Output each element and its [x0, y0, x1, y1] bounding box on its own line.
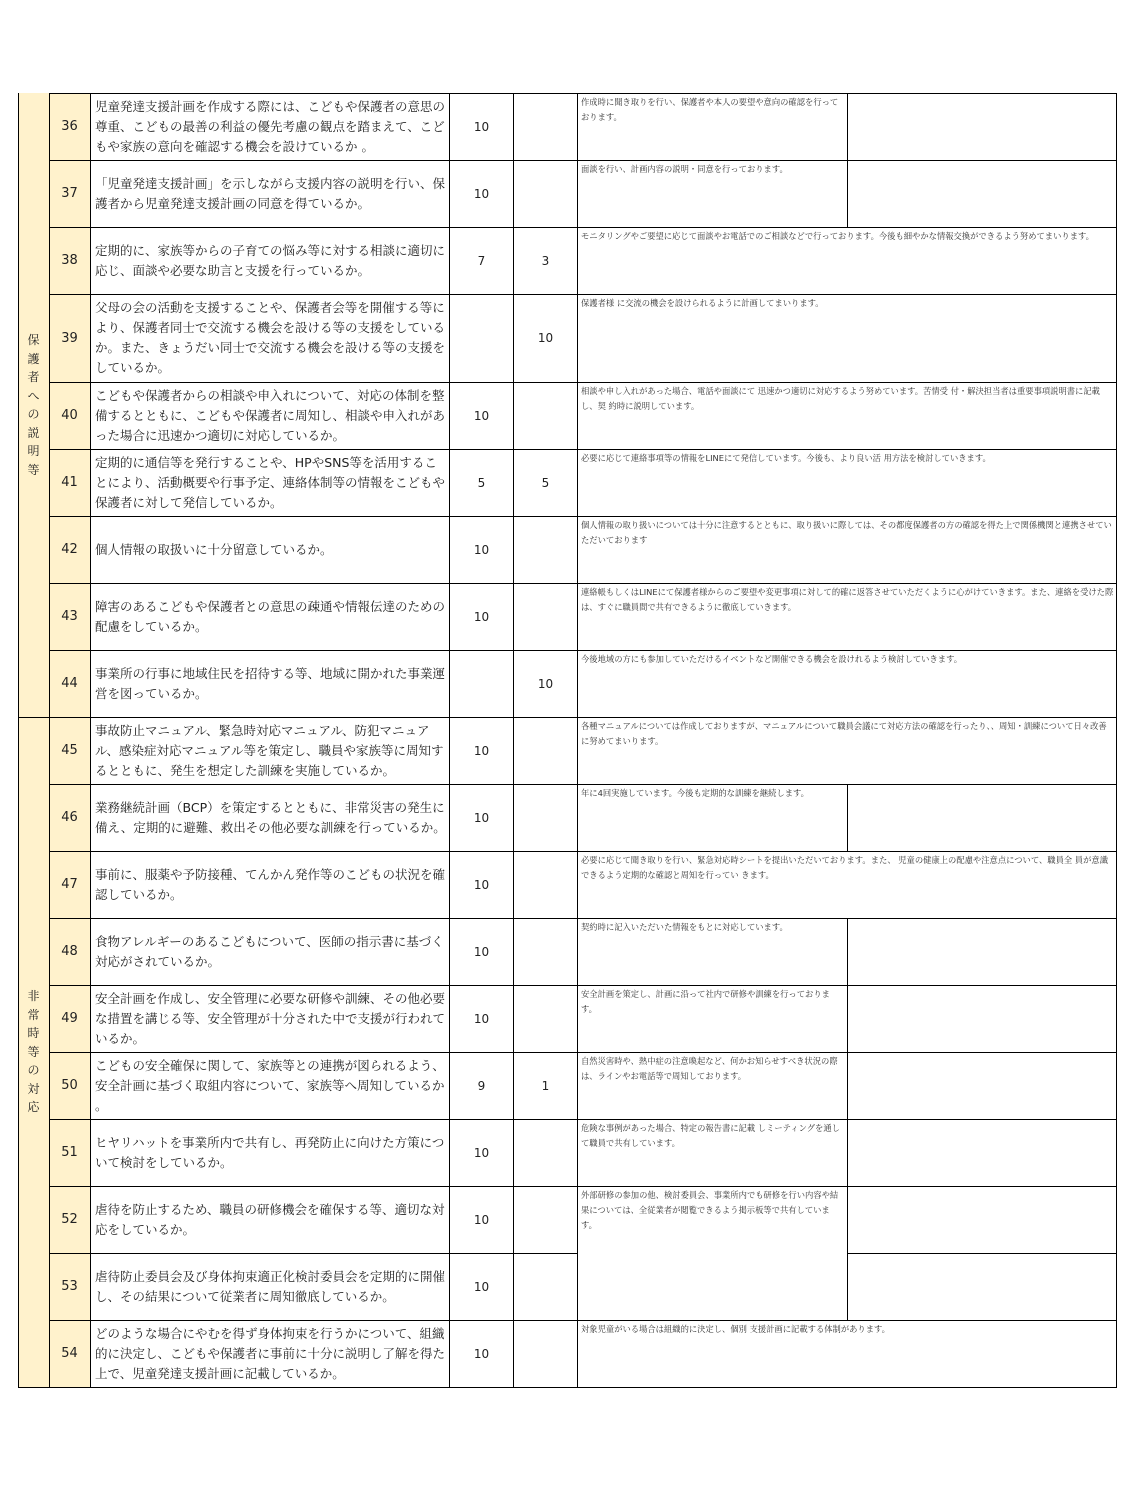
category-label-char: 常 — [27, 1007, 40, 1022]
comment-text: 年に4回実施しています。今後も定期的な訓練を継続します。 — [581, 788, 809, 798]
item-number: 52 — [49, 1186, 90, 1253]
no-count: 5 — [541, 475, 550, 490]
item-number: 43 — [49, 583, 90, 650]
question-text: 父母の会の活動を支援することや、保護者会等を開催する等により、保護者同士で交流する機会を設ける等の支援をしているか。また、きょうだい同士で交流する機会を設ける等の支援をしているか。 — [95, 300, 446, 375]
grid-line — [847, 1119, 848, 1186]
item-number: 40 — [49, 382, 90, 449]
grid-line — [578, 294, 1116, 295]
grid-line — [1116, 93, 1117, 1388]
no-count — [514, 1186, 577, 1253]
grid-line — [513, 93, 514, 1387]
no-count — [514, 516, 577, 583]
grid-line — [578, 851, 1116, 852]
grid-line — [578, 650, 1116, 651]
item-number: 44 — [49, 650, 90, 717]
question-text: こどもの安全確保に関して、家族等との連携が図られるよう、安全計画に基づく取組内容について、家族等へ周知しているか 。 — [95, 1057, 445, 1113]
grid-line — [49, 985, 578, 986]
yes-count: 10 — [473, 1346, 490, 1361]
question-text: 虐待防止委員会及び身体拘束適正化検討委員会を定期的に開催し、その結果について従業者に周知徹底しているか。 — [95, 1268, 446, 1304]
category-label-char: の — [27, 1063, 40, 1078]
grid-line — [49, 382, 578, 383]
no-count — [514, 583, 577, 650]
grid-line — [49, 516, 578, 517]
yes-count: 10 — [473, 186, 490, 201]
category-label-char: の — [27, 407, 40, 421]
no-count — [514, 1253, 577, 1320]
comment-text: 必要に応じて連絡事項等の情報をLINEにて発信しています。今後も、より良い活 用方法を検討していきます。 — [581, 453, 991, 463]
grid-line — [847, 160, 848, 227]
yes-count: 9 — [477, 1078, 486, 1093]
no-count — [514, 160, 577, 227]
grid-line — [49, 918, 578, 919]
grid-line — [449, 93, 450, 1387]
comment-text: 自然災害時や、熱中症の注意喚起など、何かお知らせすべき状況の際は、ラインやお電話等で周知しております。 — [581, 1056, 838, 1081]
comment-text: 外部研修の参加の他、検討委員会、事業所内でも研修を行い内容や結果については、全従業者が閲覧できるよう掲示板等で共有しています。 — [581, 1190, 839, 1230]
no-count — [514, 382, 577, 449]
grid-line — [847, 93, 848, 160]
grid-line — [578, 449, 1116, 450]
question-text: ヒヤリハットを事業所内で共有し、再発防止に向けた方策について検討をしているか。 — [95, 1134, 445, 1170]
comment-text: 今後地域の方にも参加していただけるイベントなど開催できる機会を設けれるよう検討していきます。 — [581, 654, 962, 664]
grid-line — [49, 93, 578, 94]
no-count — [514, 1320, 577, 1387]
grid-line — [578, 583, 1116, 584]
category-label-char: 保 — [27, 333, 40, 347]
comment-text: 必要に応じて聞き取りを行い、緊急対応時シートを提出いただいております。また、 児童の健康上の配慮や注意点について、職員全 員が意識できるよう定期的な確認と周知を行ってい きます。 — [581, 855, 1108, 880]
grid-line — [18, 1387, 1117, 1388]
comment-text: 個人情報の取り扱いについては十分に注意するとともに、取り扱いに際しては、その都度保護者の方の確認を得た上で関係機関と連携させていただいております — [581, 520, 1112, 545]
grid-line — [49, 227, 578, 228]
yes-count: 10 — [473, 743, 490, 758]
category-label-char: 対 — [27, 1081, 40, 1096]
yes-count: 10 — [473, 1279, 490, 1294]
question-text: 障害のあるこどもや保護者との意思の疎通や情報伝達のための配慮をしているか。 — [95, 598, 446, 634]
item-number: 54 — [49, 1320, 90, 1387]
comment-text: 契約時に記入いただいた情報をもとに対応しています。 — [581, 922, 788, 932]
grid-line — [847, 784, 848, 851]
comment-text: 各種マニュアルについては作成しておりますが、マニュアルについて職員会議にて対応方法の確認を行ったり、、周知・訓練について日々改善に努めてまいります。 — [581, 721, 1107, 746]
question-text: どのような場合にやむを得ず身体拘束を行うかについて、組織的に決定し、こどもや保護者に事前に十分に説明し了解を得た上で、児童発達支援計画に記載しているか。 — [95, 1325, 446, 1381]
grid-line — [49, 449, 578, 450]
category-label-char: 護 — [27, 351, 40, 366]
comment-text: 対象児童がいる場合は組織的に決定し、個別 支援計画に記載する体制があります。 — [581, 1324, 890, 1334]
category-label-char: 説 — [27, 425, 40, 440]
yes-count: 10 — [473, 877, 490, 892]
no-count: 10 — [537, 331, 554, 345]
item-number: 51 — [49, 1119, 90, 1186]
grid-line — [847, 985, 848, 1052]
category-label-char: 時 — [27, 1026, 40, 1041]
item-number: 36 — [49, 93, 90, 160]
yes-count: 7 — [477, 253, 486, 268]
category-label-char: 非 — [27, 989, 40, 1004]
question-text: 定期的に、家族等からの子育ての悩み等に対する相談に適切に応じ、面談や必要な助言と支援を行っているか。 — [95, 242, 446, 278]
category-label — [18, 331, 49, 479]
question-text: 児童発達支援計画を作成する際には、こどもや保護者の意思の尊重、こどもの最善の利益の優先考慮の観点を踏まえて、こどもや家族の意向を確認する機会を設けているか 。 — [95, 98, 446, 154]
grid-line — [49, 851, 578, 852]
grid-line — [18, 717, 578, 718]
evaluation-table — [18, 93, 1117, 1389]
grid-line — [578, 1320, 1116, 1321]
item-number: 53 — [49, 1253, 90, 1320]
grid-line — [847, 1186, 848, 1253]
no-count — [514, 1119, 577, 1186]
grid-line — [49, 1320, 578, 1321]
comment-text: 保護者様 に交流の機会を設けられるように計画してまいります。 — [581, 298, 824, 308]
yes-count: 10 — [473, 810, 490, 825]
category-label-char: 等 — [27, 462, 40, 477]
question-text: 虐待を防止するため、職員の研修機会を確保する等、適切な対応をしているか。 — [95, 1201, 445, 1237]
question-text: こどもや保護者からの相談や申入れについて、対応の体制を整備するとともに、こどもや保護者に周知し、相談や申入れがあった場合に迅速かつ適切に対応しているか。 — [95, 387, 446, 443]
comment-text: 安全計画を策定し、計画に沿って社内で研修や訓練を行っております。 — [581, 989, 830, 1014]
yes-count: 10 — [473, 944, 490, 959]
question-text: 事業所の行事に地域住民を招待する等、地域に開かれた事業運営を図っているか。 — [95, 665, 446, 701]
question-text: 「児童発達支援計画」を示しながら支援内容の説明を行い、保護者から児童発達支援計画の同意を得ているか。 — [95, 175, 446, 211]
no-count — [514, 784, 577, 851]
grid-line — [49, 294, 578, 295]
question-text: 安全計画を作成し、安全管理に必要な研修や訓練、その他必要な措置を講じる等、安全管理が十分された中で支援が行われているか。 — [95, 990, 446, 1046]
comment-text: 連絡帳もしくはLINEにて保護者様からのご要望や変更事項に対して的確に返答させていただくように心がけていきます。また、連絡を受けた際は、すぐに職員間で共有できるように徹底していきます。 — [581, 587, 1114, 612]
item-number: 49 — [49, 985, 90, 1052]
grid-line — [49, 1119, 578, 1120]
category-label-char: 者 — [27, 370, 40, 384]
question-text: 業務継続計画（BCP）を策定するとともに、非常災害の発生に備え、定期的に避難、救出その他必要な訓練を行っているか。 — [95, 799, 446, 835]
yes-count: 10 — [473, 1145, 490, 1160]
item-number: 41 — [49, 449, 90, 516]
grid-line — [847, 1253, 848, 1320]
item-number: 50 — [49, 1052, 90, 1119]
item-number: 46 — [49, 784, 90, 851]
item-number: 38 — [49, 227, 90, 294]
category-label-char: 応 — [27, 1100, 40, 1115]
question-text: 事故防止マニュアル、緊急時対応マニュアル、防犯マニュアル、感染症対応マニュアル等を策定し、職員や家族等に周知するとともに、発生を想定した訓練を実施しているか。 — [95, 722, 444, 778]
grid-line — [578, 227, 1116, 228]
category-label-char: へ — [27, 388, 40, 403]
no-count — [514, 918, 577, 985]
yes-count: 10 — [473, 1011, 490, 1026]
no-count: 3 — [541, 253, 550, 268]
no-count — [514, 717, 577, 784]
grid-line — [18, 93, 19, 1388]
item-number: 42 — [49, 516, 90, 583]
no-count — [514, 93, 577, 160]
category-label-char: 明 — [27, 444, 40, 458]
no-count: 1 — [541, 1078, 550, 1093]
yes-count: 10 — [473, 609, 490, 624]
question-text: 事前に、服薬や予防接種、てんかん発作等のこどもの状況を確認しているか。 — [95, 866, 446, 902]
comment-text: 危険な事例があった場合、特定の報告書に記載 しミーティングを通して職員で共有しています。 — [581, 1123, 840, 1148]
grid-line — [49, 784, 578, 785]
item-number: 37 — [49, 160, 90, 227]
grid-line — [577, 93, 578, 1387]
yes-count — [450, 650, 513, 717]
category-label — [18, 987, 49, 1117]
grid-line — [49, 93, 50, 1387]
item-number: 45 — [49, 717, 90, 784]
grid-line — [847, 918, 848, 985]
grid-line — [49, 1253, 578, 1254]
grid-line — [578, 516, 1116, 517]
grid-line — [847, 1253, 1116, 1254]
category-label-char: 等 — [27, 1044, 40, 1059]
question-text: 個人情報の取扱いに十分留意しているか。 — [95, 541, 333, 557]
grid-line — [847, 1052, 848, 1119]
no-count — [514, 851, 577, 918]
item-number: 47 — [49, 851, 90, 918]
item-number: 39 — [49, 294, 90, 382]
grid-line — [90, 93, 91, 1387]
yes-count: 10 — [473, 542, 490, 557]
grid-line — [49, 583, 578, 584]
yes-count: 5 — [477, 475, 486, 490]
question-text: 定期的に通信等を発行することや、HPやSNS等を活用することにより、活動概要や行事予定、連絡体制等の情報をこどもや保護者に対して発信しているか。 — [95, 454, 446, 510]
no-count — [514, 985, 577, 1052]
grid-line — [578, 382, 1116, 383]
yes-count: 10 — [473, 1212, 490, 1227]
comment-text: 作成時に聞き取りを行い、保護者や本人の要望や意向の確認を行っております。 — [581, 97, 839, 122]
item-number: 48 — [49, 918, 90, 985]
grid-line — [49, 1186, 578, 1187]
comment-text: 相談や申し入れがあった場合、電話や面談にて 迅速かつ適切に対応するよう努めています。苦情受 付・解決担当者は重要事項説明書に記載し、契 約時に説明しています。 — [581, 386, 1100, 411]
grid-line — [49, 650, 578, 651]
comment-text: モニタリングやご要望に応じて面談やお電話でのご相談などで行っております。今後も細やかな情報交換ができるよう努めてまいります。 — [581, 231, 1094, 241]
comment-text: 面談を行い、計画内容の説明・同意を行っております。 — [581, 164, 788, 174]
yes-count: 10 — [473, 408, 490, 423]
yes-count — [450, 294, 513, 382]
grid-line — [49, 160, 578, 161]
no-count: 10 — [537, 676, 554, 691]
yes-count: 10 — [473, 119, 490, 134]
grid-line — [578, 717, 1116, 718]
grid-line — [49, 1052, 578, 1053]
question-text: 食物アレルギーのあるこどもについて、医師の指示書に基づく対応がされているか。 — [95, 933, 444, 969]
